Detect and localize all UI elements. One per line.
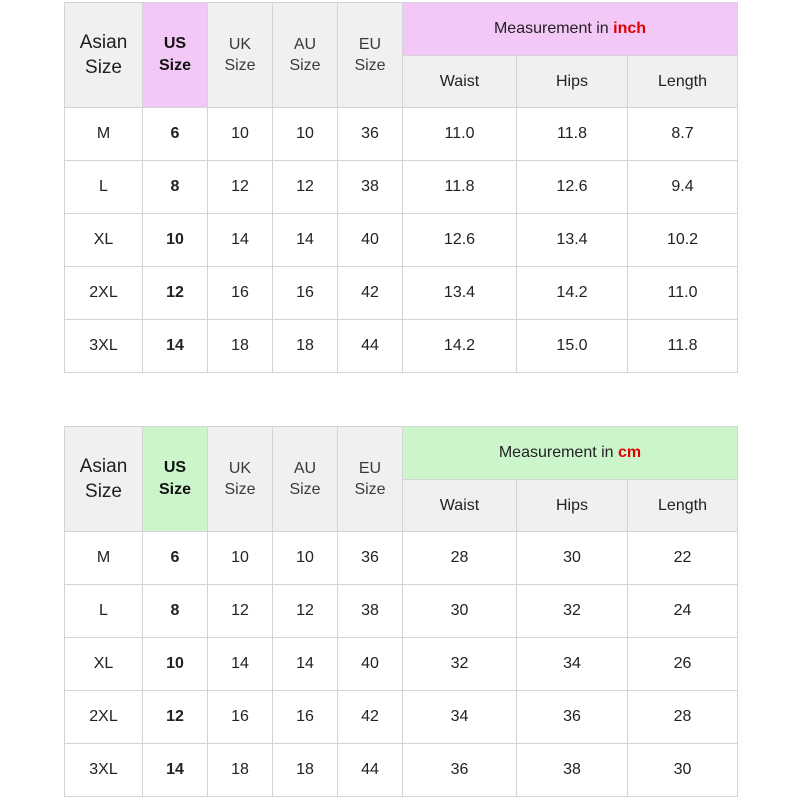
- cell-hips: 36: [517, 691, 628, 744]
- cell-hips: 13.4: [517, 214, 628, 267]
- cell-eu-size: 42: [338, 267, 403, 320]
- table-row: [65, 320, 738, 373]
- cell-length: 11.8: [628, 320, 738, 373]
- cell-asian-size: 2XL: [65, 691, 143, 744]
- size-chart-inch: [64, 2, 738, 373]
- cell-waist: 34: [403, 691, 517, 744]
- measurement-prefix: Measurement in: [493, 20, 614, 37]
- header-measurement: [403, 3, 738, 56]
- header-hips: Hips: [517, 56, 628, 108]
- cell-length: 11.0: [628, 267, 738, 320]
- header-au-size: AU Size: [273, 427, 338, 532]
- cell-eu-size: 42: [338, 691, 403, 744]
- header-length: Length: [628, 480, 738, 532]
- cell-length: 28: [628, 691, 738, 744]
- cell-waist: 13.4: [403, 267, 517, 320]
- cell-eu-size: 38: [338, 585, 403, 638]
- cell-eu-size: 38: [338, 161, 403, 214]
- cell-asian-size: XL: [65, 638, 143, 691]
- cell-au-size: 12: [273, 161, 338, 214]
- cell-au-size: 12: [273, 585, 338, 638]
- cell-hips: 32: [517, 585, 628, 638]
- cell-uk-size: 10: [208, 108, 273, 161]
- cell-waist: 30: [403, 585, 517, 638]
- table-row: [65, 161, 738, 214]
- cell-us-size: 14: [143, 320, 208, 373]
- cell-hips: 30: [517, 532, 628, 585]
- cell-length: 10.2: [628, 214, 738, 267]
- cell-us-size: 10: [143, 214, 208, 267]
- table-row: [65, 532, 738, 585]
- cell-uk-size: 12: [208, 161, 273, 214]
- header-asian-size: Asian Size: [65, 427, 143, 532]
- cell-length: 22: [628, 532, 738, 585]
- cell-hips: 11.8: [517, 108, 628, 161]
- cell-eu-size: 36: [338, 108, 403, 161]
- cell-eu-size: 36: [338, 532, 403, 585]
- header-length: Length: [628, 56, 738, 108]
- table-row: [65, 744, 738, 797]
- cm-body: [65, 532, 738, 797]
- cell-waist: 14.2: [403, 320, 517, 373]
- cell-au-size: 16: [273, 691, 338, 744]
- header-hips: Hips: [517, 480, 628, 532]
- cell-us-size: 12: [143, 267, 208, 320]
- cell-uk-size: 16: [208, 691, 273, 744]
- cell-asian-size: 3XL: [65, 744, 143, 797]
- cell-uk-size: 14: [208, 214, 273, 267]
- cell-au-size: 10: [273, 108, 338, 161]
- cell-au-size: 14: [273, 638, 338, 691]
- cell-asian-size: L: [65, 161, 143, 214]
- header-waist: Waist: [403, 56, 517, 108]
- cell-asian-size: M: [65, 532, 143, 585]
- cell-length: 8.7: [628, 108, 738, 161]
- table-row: [65, 108, 738, 161]
- header-asian-size: Asian Size: [65, 3, 143, 108]
- size-chart-cm: [64, 426, 738, 797]
- cell-uk-size: 16: [208, 267, 273, 320]
- cell-length: 26: [628, 638, 738, 691]
- cell-us-size: 8: [143, 161, 208, 214]
- cell-eu-size: 44: [338, 744, 403, 797]
- header-measurement: [403, 427, 738, 480]
- cell-uk-size: 12: [208, 585, 273, 638]
- cell-uk-size: 18: [208, 320, 273, 373]
- cell-waist: 32: [403, 638, 517, 691]
- cell-asian-size: M: [65, 108, 143, 161]
- cell-eu-size: 40: [338, 638, 403, 691]
- header-uk-size: UK Size: [208, 427, 273, 532]
- cell-waist: 11.0: [403, 108, 517, 161]
- header-us-size: US Size: [143, 3, 208, 108]
- header-uk-size: UK Size: [208, 3, 273, 108]
- cell-au-size: 18: [273, 744, 338, 797]
- header-au-size: AU Size: [273, 3, 338, 108]
- table-row: [65, 638, 738, 691]
- cell-hips: 15.0: [517, 320, 628, 373]
- measurement-unit: inch: [613, 20, 647, 37]
- cell-waist: 36: [403, 744, 517, 797]
- header-eu-size: EU Size: [338, 427, 403, 532]
- table-row: [65, 585, 738, 638]
- cell-waist: 28: [403, 532, 517, 585]
- cell-length: 24: [628, 585, 738, 638]
- cell-us-size: 14: [143, 744, 208, 797]
- header-us-size: US Size: [143, 427, 208, 532]
- cell-hips: 14.2: [517, 267, 628, 320]
- cell-eu-size: 44: [338, 320, 403, 373]
- cell-asian-size: L: [65, 585, 143, 638]
- cell-waist: 11.8: [403, 161, 517, 214]
- cell-uk-size: 10: [208, 532, 273, 585]
- cell-asian-size: 2XL: [65, 267, 143, 320]
- cell-au-size: 16: [273, 267, 338, 320]
- measurement-unit: cm: [618, 444, 642, 461]
- cell-us-size: 6: [143, 108, 208, 161]
- inch-body: [65, 108, 738, 373]
- cell-hips: 12.6: [517, 161, 628, 214]
- cell-asian-size: XL: [65, 214, 143, 267]
- cell-uk-size: 14: [208, 638, 273, 691]
- cell-us-size: 8: [143, 585, 208, 638]
- cell-length: 9.4: [628, 161, 738, 214]
- cell-au-size: 18: [273, 320, 338, 373]
- cell-eu-size: 40: [338, 214, 403, 267]
- cell-us-size: 12: [143, 691, 208, 744]
- table-row: [65, 691, 738, 744]
- cell-uk-size: 18: [208, 744, 273, 797]
- table-row: [65, 267, 738, 320]
- cell-au-size: 14: [273, 214, 338, 267]
- cell-asian-size: 3XL: [65, 320, 143, 373]
- cell-waist: 12.6: [403, 214, 517, 267]
- cell-us-size: 10: [143, 638, 208, 691]
- cell-au-size: 10: [273, 532, 338, 585]
- cell-length: 30: [628, 744, 738, 797]
- table-row: [65, 214, 738, 267]
- header-eu-size: EU Size: [338, 3, 403, 108]
- cell-us-size: 6: [143, 532, 208, 585]
- header-waist: Waist: [403, 480, 517, 532]
- cell-hips: 34: [517, 638, 628, 691]
- measurement-prefix: Measurement in: [498, 444, 619, 461]
- cell-hips: 38: [517, 744, 628, 797]
